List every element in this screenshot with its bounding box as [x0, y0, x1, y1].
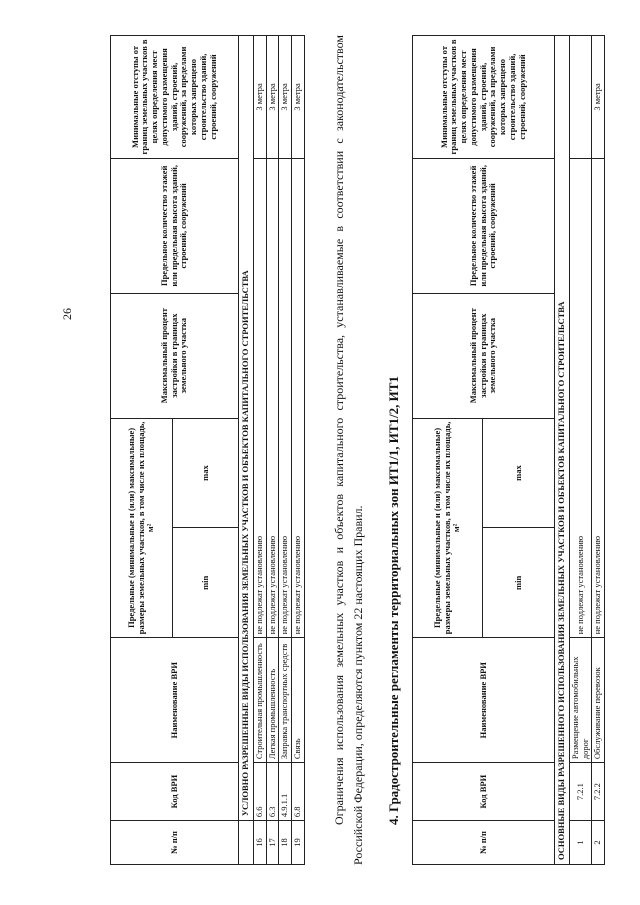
row-setback — [569, 36, 592, 159]
row-setback: 3 метра — [253, 36, 266, 159]
spacer-cell — [239, 821, 254, 865]
row-code: 7.2.1 — [569, 763, 592, 821]
row-setback: 3 метра — [279, 36, 292, 159]
header-num: № п/п — [111, 821, 239, 865]
row-code: 6.6 — [253, 763, 266, 821]
zoning-table-2 — [412, 35, 605, 865]
header-percent: Максимальный процент застройки в границах земельного участка — [111, 293, 239, 418]
row-value: не подлежат установлению — [253, 158, 266, 637]
table-row — [279, 36, 292, 865]
row-setback: 3 метра — [592, 36, 605, 159]
row-value: не подлежат установлению — [279, 158, 292, 637]
row-value: не подлежат установлению — [592, 158, 605, 637]
table-row — [592, 36, 605, 865]
row-code: 6.3 — [266, 763, 279, 821]
header-max: max — [483, 418, 555, 528]
row-num: 1 — [569, 821, 592, 865]
header-sizes: Предельные (минимальные и (или) максимальные) размеры земельных участков, в том числе их площадь, м² — [413, 418, 483, 638]
header-sizes: Предельные (минимальные и (или) максимальные) размеры земельных участков, в том числе их площадь, м² — [111, 418, 173, 638]
row-value: не подлежат установлению — [266, 158, 279, 637]
header-floors: Предельное количество этажей или предельная высота зданий, строений, сооружений — [111, 158, 239, 293]
section-heading: 4. Градостроительные регламенты территориальных зон ИТ1/1, ИТ1/2, ИТ1 — [386, 376, 401, 825]
row-name: Строительная промышленность — [253, 638, 266, 763]
row-num: 2 — [592, 821, 605, 865]
header-floors: Предельное количество этажей или предельная высота зданий, строений, сооружений — [413, 158, 555, 293]
header-min: min — [173, 528, 239, 638]
header-num: № п/п — [413, 821, 555, 865]
header-code: Код ВРИ — [413, 763, 555, 821]
table-row — [292, 36, 305, 865]
row-value: не подлежат установлению — [569, 158, 592, 637]
table-row — [266, 36, 279, 865]
page-number: 26 — [60, 308, 74, 320]
table-row — [253, 36, 266, 865]
section-title: ОСНОВНЫЕ ВИДЫ РАЗРЕШЕННОГО ИСПОЛЬЗОВАНИЯ ЗЕМЕЛЬНЫХ УЧАСТКОВ И ОБЪЕКТОВ КАПИТАЛЬНОГО СТРОИТЕЛЬСТВА — [555, 36, 570, 865]
restrictions-paragraph: Ограничения использования земельных участков и объектов капитального строительства, устанавливаемые в соответствии с законодательством Российской Федерации, определяются пунктом 22 настоящих Правил. — [332, 35, 366, 865]
header-setbacks: Минимальные отступы от границ земельных участков в целях определения мест допустимого размещения зданий, строений, сооружений, за пределами которых запрещено строительство зданий, строений, сооружений — [111, 36, 239, 159]
row-code: 4.9.1.1 — [279, 763, 292, 821]
table-row — [569, 36, 592, 865]
section-title: УСЛОВНО РАЗРЕШЕННЫЕ ВИДЫ ИСПОЛЬЗОВАНИЯ ЗЕМЕЛЬНЫХ УЧАСТКОВ И ОБЪЕКТОВ КАПИТАЛЬНОГО СТРОИТЕЛЬСТВА — [239, 36, 254, 821]
row-value: не подлежат установлению — [292, 158, 305, 637]
row-setback: 3 метра — [292, 36, 305, 159]
header-code: Код ВРИ — [111, 763, 239, 821]
row-num: 18 — [279, 821, 292, 865]
header-name: Наименование ВРИ — [111, 638, 239, 763]
row-name: Легкая промышленность — [266, 638, 279, 763]
header-name: Наименование ВРИ — [413, 638, 555, 763]
header-percent: Максимальный процент застройки в границах земельного участка — [413, 293, 555, 418]
row-num: 19 — [292, 821, 305, 865]
row-setback: 3 метра — [266, 36, 279, 159]
row-name: Связь — [292, 638, 305, 763]
row-name: Заправка транспортных средств — [279, 638, 292, 763]
row-num: 16 — [253, 821, 266, 865]
row-name: Обслуживание перевозок — [592, 638, 605, 763]
row-code: 6.8 — [292, 763, 305, 821]
header-max: max — [173, 418, 239, 528]
row-code: 7.2.2 — [592, 763, 605, 821]
row-num: 17 — [266, 821, 279, 865]
header-min: min — [483, 528, 555, 638]
zoning-table-1 — [110, 35, 305, 865]
header-setbacks: Минимальные отступы от границ земельных участков в целях определения мест допустимого размещения зданий, строений, сооружений, за пределами которых запрещено строительство зданий, строений, сооружений — [413, 36, 555, 159]
row-name: Размещение автомобильных дорог — [569, 638, 592, 763]
